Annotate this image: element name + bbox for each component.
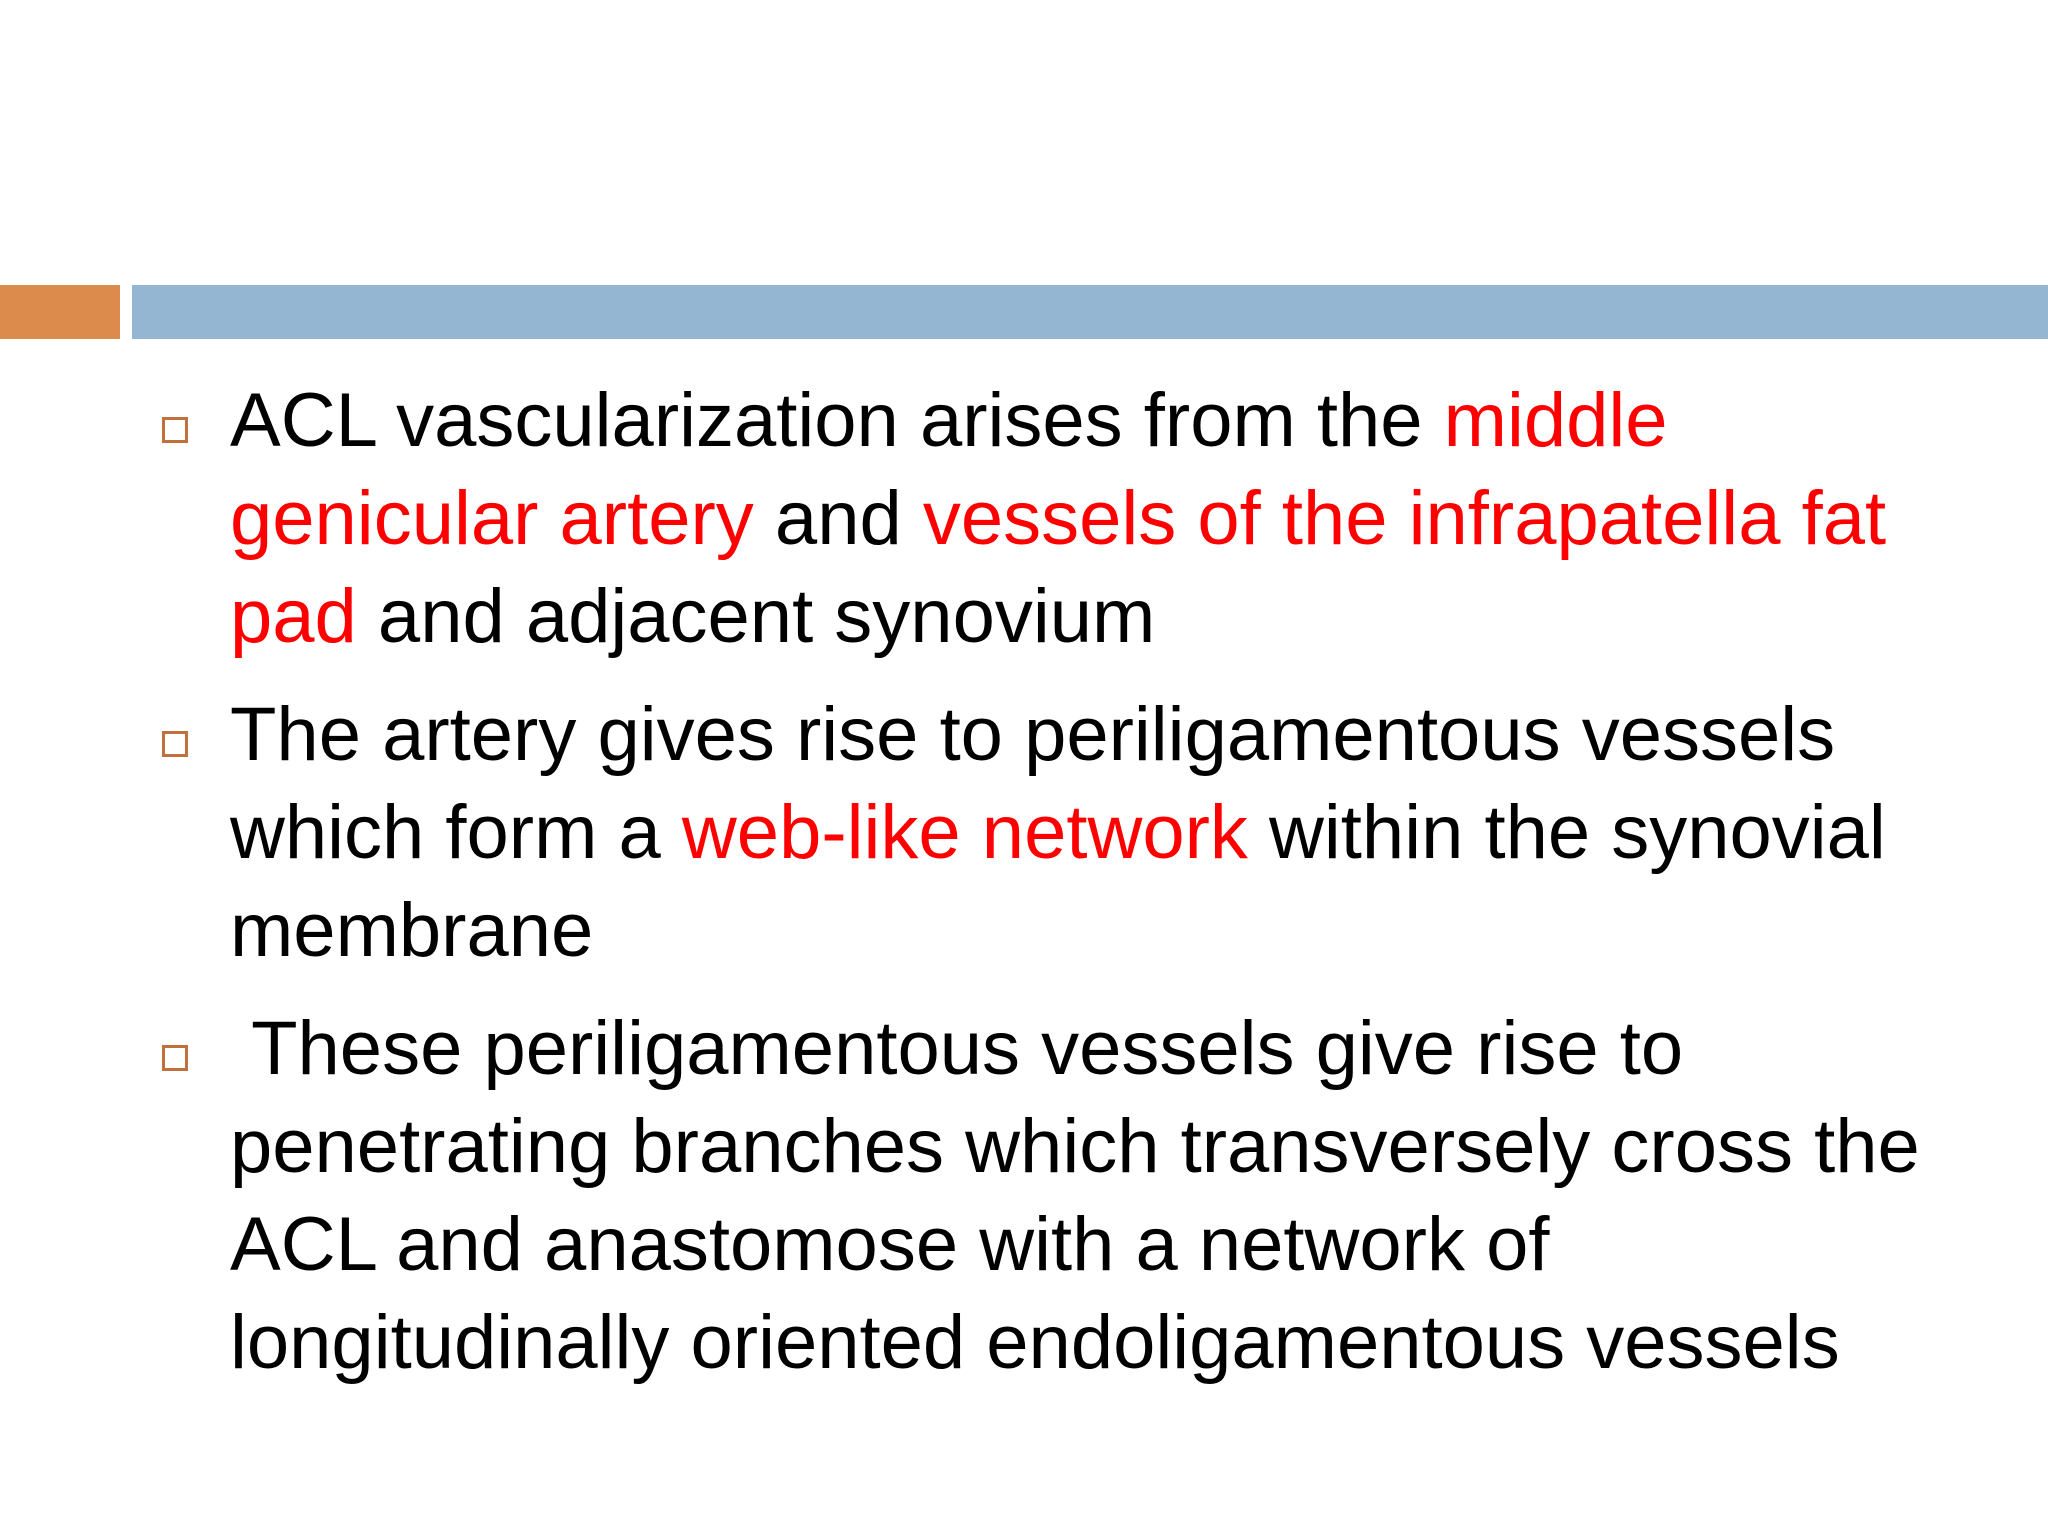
header-accent-bar-orange (0, 285, 120, 339)
highlight-infrapatella-fat-pad: vessels of the infrapatella fat pad (230, 476, 1887, 659)
text-segment: and (753, 476, 923, 561)
text-segment: ACL vascularization arises from the (230, 378, 1444, 463)
square-bullet-icon (162, 417, 188, 443)
bullet-text (230, 692, 1886, 973)
square-bullet-icon (162, 1045, 188, 1071)
text-segment: These periligamentous vessels give rise to penetrating branches which transversely cross the ACL and anastomose with a network of longitudinally oriented endoligamentous vessels (230, 1006, 1920, 1385)
bullet-item-vascular-origin (160, 372, 1960, 666)
square-bullet-icon (162, 731, 188, 757)
bullet-text (230, 378, 1886, 659)
bullet-item-periligamentous-vessels (160, 686, 1960, 980)
bullet-list (160, 372, 1960, 1412)
text-segment: within the synovial membrane (230, 790, 1886, 973)
highlight-middle-genicular-artery: middle genicular artery (230, 378, 1668, 561)
text-segment: and adjacent synovium (356, 574, 1156, 659)
header-accent-bar-blue (132, 285, 2048, 339)
highlight-web-like-network: web-like network (681, 790, 1248, 875)
text-segment: The artery gives rise to periligamentous vessels which form a (230, 692, 1836, 875)
bullet-text (230, 1006, 1920, 1385)
bullet-item-penetrating-branches (160, 1000, 1960, 1392)
